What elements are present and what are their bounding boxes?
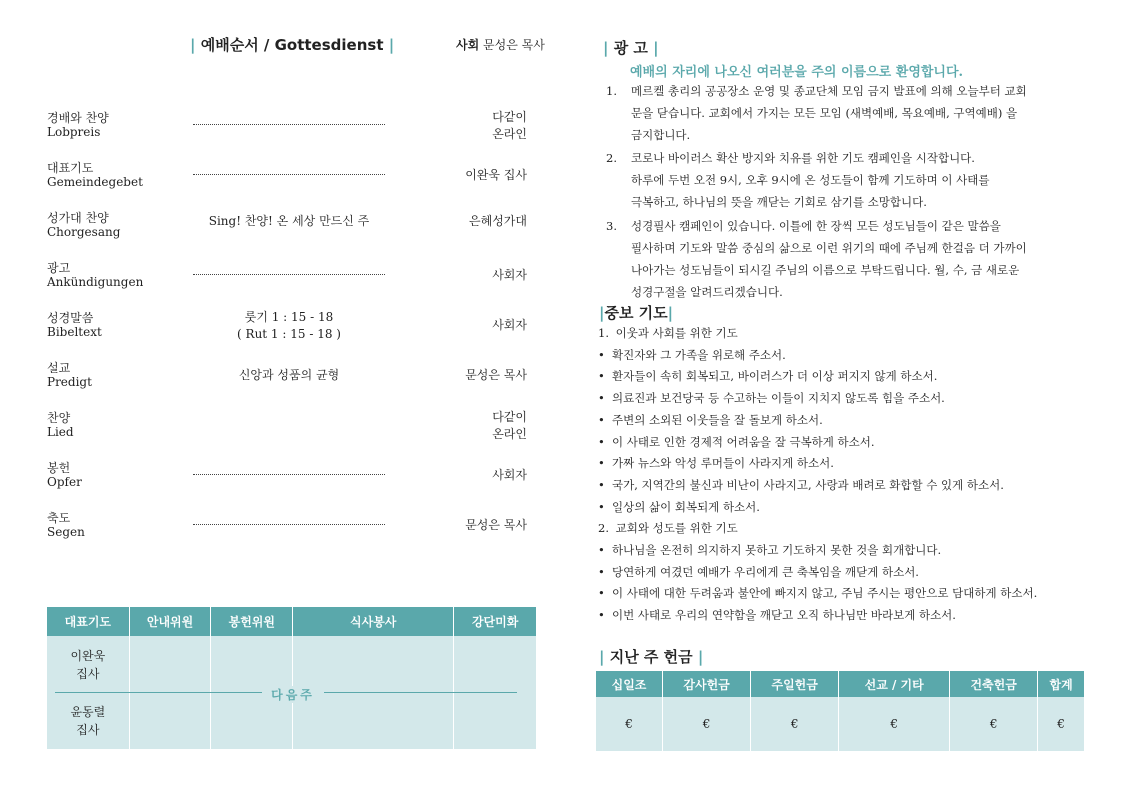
duty-title: 집사 [76, 666, 100, 681]
offering-value: € [663, 697, 751, 751]
prayer-text: 하나님을 온전히 의지하지 못하고 기도하지 못한 것을 회개합니다. [612, 543, 942, 558]
prayer-bullet: 1. [598, 326, 609, 340]
duty-cell [454, 636, 537, 693]
prayer-line [598, 388, 1037, 410]
prayer-line [598, 410, 1037, 432]
title-bar-left: | [603, 39, 609, 57]
offering-header: 합계 [1038, 671, 1085, 697]
announcement-2 [606, 147, 1076, 213]
service-item-praise [47, 109, 537, 153]
prayer-text: 이번 사태로 우리의 연약함을 깨닫고 오직 하나님만 바라보게 하소서. [612, 608, 956, 623]
prayer-text: 환자들이 속히 회복되고, 바이러스가 더 이상 퍼지지 않게 하소서. [612, 369, 938, 384]
offering-value: € [839, 697, 950, 751]
duty-name: 이완욱 [70, 648, 106, 663]
offering-header: 감사헌금 [663, 671, 751, 697]
service-item-sermon [47, 359, 537, 403]
item-who: 사회자 [492, 318, 527, 332]
title-bar-right: | [697, 648, 704, 666]
item-de: Opfer [47, 475, 82, 489]
ann-number: 3. [606, 219, 617, 233]
duty-header: 안내위원 [129, 607, 211, 636]
offering-table [596, 671, 1085, 751]
prayer-title-text: 중보 기도 [604, 304, 668, 322]
offering-header: 주일헌금 [751, 671, 839, 697]
offering-value: € [596, 697, 663, 751]
order-title-text: 예배순서 / Gottesdienst [200, 36, 384, 54]
prayer-text: 확진자와 그 가족을 위로해 주소서. [612, 347, 786, 362]
item-de: Ankündigungen [47, 275, 144, 289]
item-ko: 성경말씀 [47, 311, 94, 325]
prayer-bullet: • [598, 347, 605, 362]
item-who: 사회자 [492, 268, 527, 282]
ann-number: 2. [606, 151, 617, 165]
order-of-service-title [190, 34, 394, 55]
offering-header: 선교 / 기타 [839, 671, 950, 697]
announcement-1 [606, 80, 1076, 146]
prayer-line [598, 518, 1037, 540]
duty-next-week [47, 693, 129, 749]
prayer-line [598, 583, 1037, 605]
item-who: 사회자 [492, 468, 527, 482]
offering-title [599, 646, 703, 667]
ann-line: 나아가는 성도님들이 되시길 주님의 이름으로 부탁드립니다. 월, 수, 금 새로운 [631, 263, 1020, 277]
service-item-scripture [47, 309, 537, 353]
item-who-2: 온라인 [492, 127, 527, 141]
prayer-bullet: • [598, 543, 605, 558]
duty-cell [454, 693, 537, 749]
duty-table [47, 607, 537, 749]
offering-header: 십일조 [596, 671, 663, 697]
offering-value: € [950, 697, 1038, 751]
item-who: 다같이 [492, 110, 527, 124]
prayer-line [598, 345, 1037, 367]
prayer-list [598, 323, 1037, 627]
next-week-label: 다음주 [262, 686, 324, 703]
duty-header: 봉헌위원 [211, 607, 293, 636]
dotted-leader [193, 266, 385, 275]
ann-line: 극복하고, 하나님의 뜻을 깨닫는 기회로 삼기를 소망합니다. [631, 195, 927, 209]
dotted-leader [193, 166, 385, 175]
dotted-leader [193, 466, 385, 475]
scripture-ref-de: ( Rut 1 : 15 - 18 ) [237, 327, 341, 341]
item-de: Lobpreis [47, 125, 101, 139]
item-ko: 광고 [47, 261, 71, 275]
prayer-line [598, 323, 1037, 345]
title-bar-left: | [599, 648, 605, 666]
prayer-line [598, 497, 1037, 519]
item-ko: 설교 [47, 361, 71, 375]
prayer-bullet: • [598, 391, 605, 406]
ann-line: 문을 닫습니다. 교회에서 가지는 모든 모임 (새벽예배, 목요예배, 구역예배) 을 [631, 106, 1018, 120]
item-de: Bibeltext [47, 325, 102, 339]
prayer-bullet: • [598, 456, 605, 471]
prayer-bullet: • [598, 477, 605, 492]
ann-line: 필사하며 기도와 말씀 중심의 삶으로 이런 위기의 때에 주님께 한걸음 더 가까이 [631, 241, 1027, 255]
prayer-bullet: • [598, 369, 605, 384]
item-ko: 대표기도 [47, 161, 94, 175]
item-de: Segen [47, 525, 85, 539]
prayer-bullet: 2. [598, 521, 609, 536]
announcements-title-text: 광 고 [613, 39, 648, 57]
item-de: Lied [47, 425, 74, 439]
title-bar-left: | [599, 304, 605, 322]
ann-number: 1. [606, 84, 617, 98]
prayer-text: 국가, 지역간의 불신과 비난이 사라지고, 사랑과 배려로 화합할 수 있게 하소서. [612, 477, 1004, 492]
item-middle: Sing! 찬양! 온 세상 만드신 주 [208, 214, 370, 228]
ann-line: 금지합니다. [631, 128, 691, 142]
item-who-2: 온라인 [492, 427, 527, 441]
item-ko: 축도 [47, 511, 71, 525]
prayer-bullet: • [598, 499, 605, 514]
item-de: Predigt [47, 375, 92, 389]
scripture-ref: 룻기 1 : 15 - 18 [244, 310, 334, 324]
offering-title-text: 지난 주 헌금 [609, 648, 693, 666]
announcements-title [603, 37, 659, 58]
item-ko: 경배와 찬양 [47, 111, 109, 125]
duty-header: 대표기도 [47, 607, 129, 636]
leader-name: 문성은 목사 [483, 38, 545, 52]
prayer-text: 주변의 소외된 이웃들을 잘 돌보게 하소서. [612, 412, 823, 427]
service-item-benediction [47, 509, 537, 553]
ann-line: 성경구절을 알려드리겠습니다. [631, 285, 783, 299]
item-de: Gemeindegebet [47, 175, 143, 189]
prayer-text: 이웃과 사회를 위한 기도 [615, 326, 738, 340]
service-item-prayer [47, 159, 537, 203]
duty-header: 식사봉사 [293, 607, 454, 636]
item-ko: 봉헌 [47, 461, 71, 475]
prayer-text: 일상의 삶이 회복되게 하소서. [612, 499, 760, 514]
duty-header: 강단미화 [454, 607, 537, 636]
ann-line: 메르켈 총리의 공공장소 운영 및 종교단체 모임 금지 발표에 의해 오늘부터 교회 [631, 84, 1027, 98]
leader-line [456, 36, 545, 53]
announcement-3 [606, 215, 1076, 303]
prayer-text: 가짜 뉴스와 악성 루머들이 사라지게 하소서. [612, 456, 834, 471]
service-item-announcements [47, 259, 537, 303]
duty-cell [129, 636, 211, 693]
item-ko: 찬양 [47, 411, 71, 425]
prayer-title [599, 302, 673, 323]
welcome-message: 예배의 자리에 나오신 여러분을 주의 이름으로 환영합니다. [630, 65, 964, 80]
duty-cell [293, 636, 454, 693]
duty-title: 집사 [76, 723, 100, 737]
title-bar-right: | [388, 36, 395, 54]
prayer-line [598, 605, 1037, 627]
prayer-text: 교회와 성도를 위한 기도 [615, 521, 738, 536]
sermon-title: 신앙과 성품의 균형 [238, 368, 340, 382]
prayer-bullet: • [598, 586, 605, 601]
prayer-line [598, 366, 1037, 388]
duty-cell [211, 636, 293, 693]
prayer-line [598, 475, 1037, 497]
prayer-bullet: • [598, 434, 605, 449]
duty-this-week [47, 636, 129, 693]
dotted-leader [193, 116, 385, 125]
prayer-text: 의료진과 보건당국 등 수고하는 이들이 지치지 않도록 힘을 주소서. [612, 391, 945, 406]
title-bar-right: | [653, 39, 659, 57]
item-who: 이완욱 집사 [465, 168, 527, 182]
item-who: 문성은 목사 [465, 368, 527, 382]
item-who: 문성은 목사 [465, 518, 527, 532]
dotted-leader [193, 516, 385, 525]
ann-line: 하루에 두번 오전 9시, 오후 9시에 온 성도들이 함께 기도하며 이 사태를 [631, 173, 990, 187]
ann-line: 성경필사 캠페인이 있습니다. 이틀에 한 장씩 모든 성도님들이 같은 말씀을 [631, 219, 1001, 233]
offering-header: 건축헌금 [950, 671, 1038, 697]
prayer-text: 당연하게 여겼던 예배가 우리에게 큰 축복임을 깨닫게 하소서. [612, 564, 919, 579]
prayer-bullet: • [598, 608, 605, 623]
prayer-bullet: • [598, 412, 605, 427]
prayer-line [598, 453, 1037, 475]
service-item-offering [47, 459, 537, 503]
item-de: Chorgesang [47, 225, 121, 239]
offering-value: € [751, 697, 839, 751]
duty-cell [129, 693, 211, 749]
prayer-line [598, 540, 1037, 562]
prayer-text: 이 사태로 인한 경제적 어려움을 잘 극복하게 하소서. [612, 434, 875, 449]
title-bar-left: | [190, 36, 196, 54]
prayer-bullet: • [598, 564, 605, 579]
item-ko: 성가대 찬양 [47, 211, 109, 225]
prayer-line [598, 562, 1037, 584]
service-item-song [47, 409, 537, 453]
service-item-choir [47, 209, 537, 253]
offering-value: € [1038, 697, 1085, 751]
item-who: 다같이 [492, 410, 527, 424]
ann-line: 코로나 바이러스 확산 방지와 치유를 위한 기도 캠페인을 시작합니다. [631, 151, 975, 165]
prayer-text: 이 사태에 대한 두려움과 불안에 빠지지 않고, 주님 주시는 평안으로 담대하게 하소서. [612, 586, 1038, 601]
duty-name: 윤동렬 [70, 705, 106, 719]
leader-label: 사회 [456, 38, 480, 52]
title-bar-right: | [667, 304, 674, 322]
prayer-line [598, 432, 1037, 454]
item-who: 은혜성가대 [469, 214, 527, 228]
